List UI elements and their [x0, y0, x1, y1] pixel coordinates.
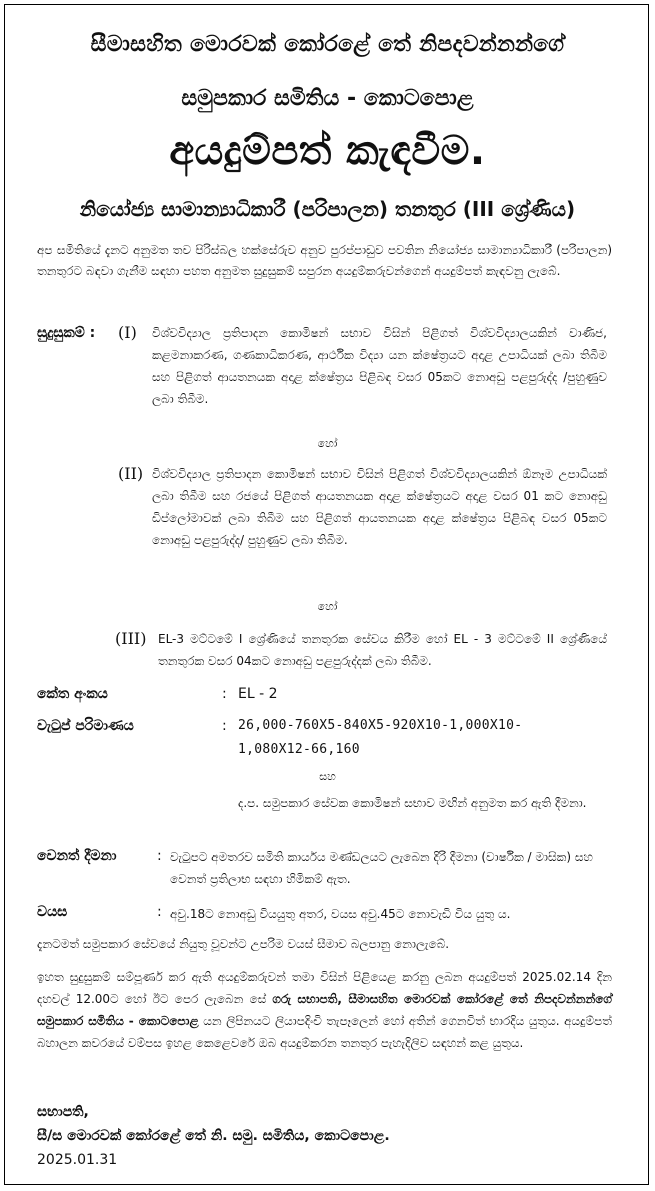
qualification-2-text: විශ්වවිද්‍යාල ප්‍රතිපාදන කොමිෂන් සභාව විසින් පිළිගත් විශ්වවිද්‍යාලයකින් ඕනෑම උපාධියක් ලබා තිබීම සහ රජයේ පිළිගත් ආයතනයක අදාළ ක්ෂේත්‍රයට අදාළ වසර 01 කට නොඅඩු ඩිප්ලෝමාවක් ලබා තිබීම සහ පිළිගත් ආයතනයක අදාළ ක්ෂේත්‍රය පිළිබඳ වසර 05කට නොඅඩු පළපුරුද්ද/ පුහුණුව ලබා තිබීම. [152, 467, 607, 547]
salary-and: සහ [319, 770, 336, 783]
code-value: EL - 2 [238, 686, 278, 702]
age-colon: : [157, 904, 162, 920]
closing-paragraph [37, 966, 612, 1054]
qualification-3-text: EL-3 මට්ටමේ I ශ්‍රේණියේ තනතුරක සේවය කිරීම හෝ EL - 3 මට්ටමේ II ශ්‍රේණියේ තනතුරක වසර 04කට නොඅඩු පළපුරුද්දක් ලබා තිබීම. [158, 632, 607, 668]
closing-address: ගරු සභාපති, සීමාසහිත මොරවක් කෝරළේ තේ නිපදවන්නන්ගේ සමුපකාර සමිතිය - කොටපොළ [37, 992, 612, 1028]
code-colon: : [222, 686, 227, 702]
salary-scale-line2: 1,080X12-66,160 [238, 742, 360, 757]
or-separator-1: හෝ [317, 437, 338, 450]
qualification-2-number: (II) [118, 464, 144, 483]
salary-scale-line1: 26,000-760X5-840X5-920X10-1,000X10- [238, 718, 523, 733]
closing-part2: යන ලිපිනයට ලියාපදිංචි තැපෑලෙන් හෝ අතින් ගෙනවිත් භාරදිය යුතුය. අයදුම්පත් බහාලන කවරයේ වම්පස ඉහළ කෙළෙවරේ ඔබ අයදුම්කරන තනතුර පැහැදිලිව සඳහන් කළ යුතුය. [37, 1014, 612, 1050]
salary-note: ද.ප. සමුපකාර සේවක කොමිෂන් සභාව මඟින් අනුමත කර ඇති දීමනා. [238, 796, 587, 810]
age-note: දැනටමත් සමුපකාර සේවයේ නියුතු වූවන්ට උපරිම වයස් සීමාව බලපානු නොලැබේ. [37, 937, 450, 951]
qualification-3-number: (III) [115, 629, 147, 648]
salary-label: වැටුප් පරිමාණය [37, 718, 134, 734]
code-label: කේත අංකය [37, 686, 108, 702]
intro-paragraph: අප සමිතියේ දැනට අනුමත තව පිරිස්බල හක්සේරුව අනුව පුරප්පාඩුව පවතින නියෝජ්‍ය සාමාන්‍යාධිකාරී (පරිපාලන) තනතුරට බඳවා ගැනීම සඳහා පහත අනුමත සුදුසුකම් සපුරන අයදුම්කරුවන්ගෙන් අයදුම්පත් කැඳවනු ලැබේ. [37, 243, 612, 278]
allowance-colon: : [157, 848, 162, 864]
allowance-label: වෙනත් දීමනා [37, 848, 117, 864]
qualification-1-text: විශ්වවිද්‍යාල ප්‍රතිපාදන කොමිෂන් සභාව විසින් පිළිගත් විශ්වවිද්‍යාලයකින් වාණිජ, කළමනාකරණ, ගණකාධිකරණ, ආර්ථික විද්‍යා යන ක්ෂේත්‍රයට අදාළ උපාධියක් ලබා තිබීම සහ පිළිගත් ආයතනයක අදාළ ක්ෂේත්‍රය පිළිබඳ වසර 05කට නොඅඩු පළපුරුද්ද /පුහුණුව ලබා තිබීම. [152, 326, 607, 406]
org-name-line1: සීමාසහිත මොරවක් කෝරළේ තේ නිපදවන්නන්ගේ [90, 32, 565, 57]
position-title: නියෝජ්‍ය සාමාන්‍යාධිකාරී (පරිපාලන) තනතුර (III ශ්‍රේණිය) [79, 197, 576, 221]
qualifications-label: සුදුසුකම් : [37, 325, 96, 341]
age-label: වයස [37, 904, 68, 920]
age-value: අවු.18ට නොඅඩු වියයුතු අතර, වයස අවු.45ට නොවැඩි විය යුතු ය. [170, 907, 511, 921]
org-name-line2: සමුපකාර සමිතිය - කොටපොළ [181, 86, 474, 111]
allowance-value: වැටුපට අමතරව සමිති කාර්යය මණ්ඩලයට ලැබෙන දිරි දීමනා (වාර්ෂික / මාසික) සහ වෙනත් ප්‍රතිලාභ සඳහා හිමිකම් ඇත. [170, 850, 593, 886]
salary-colon: : [222, 718, 227, 734]
signature-role: සභාපති, [37, 1104, 89, 1120]
or-separator-2: හෝ [317, 600, 338, 613]
signature-date: 2025.01.31 [37, 1152, 118, 1168]
closing-part1: ඉහත සුදුසුකම් සම්පූර්ණ කර ඇති අයදුම්කරුවන් තමා විසින් පිළියෙළ කරනු ලබන අයදුම්පත් 2025.02.14 දින දහවල් 12.00ට හෝ ඊට පෙර ලැබෙන සේ [37, 970, 612, 1006]
signature-org: සී/ස මොරවක් කෝරළේ තේ නි. සමු. සමිතිය, කොටපොළ. [37, 1128, 390, 1144]
notice-title: අයදුම්පත් කැඳවීම. [169, 128, 486, 174]
qualification-1-number: (I) [118, 323, 137, 342]
